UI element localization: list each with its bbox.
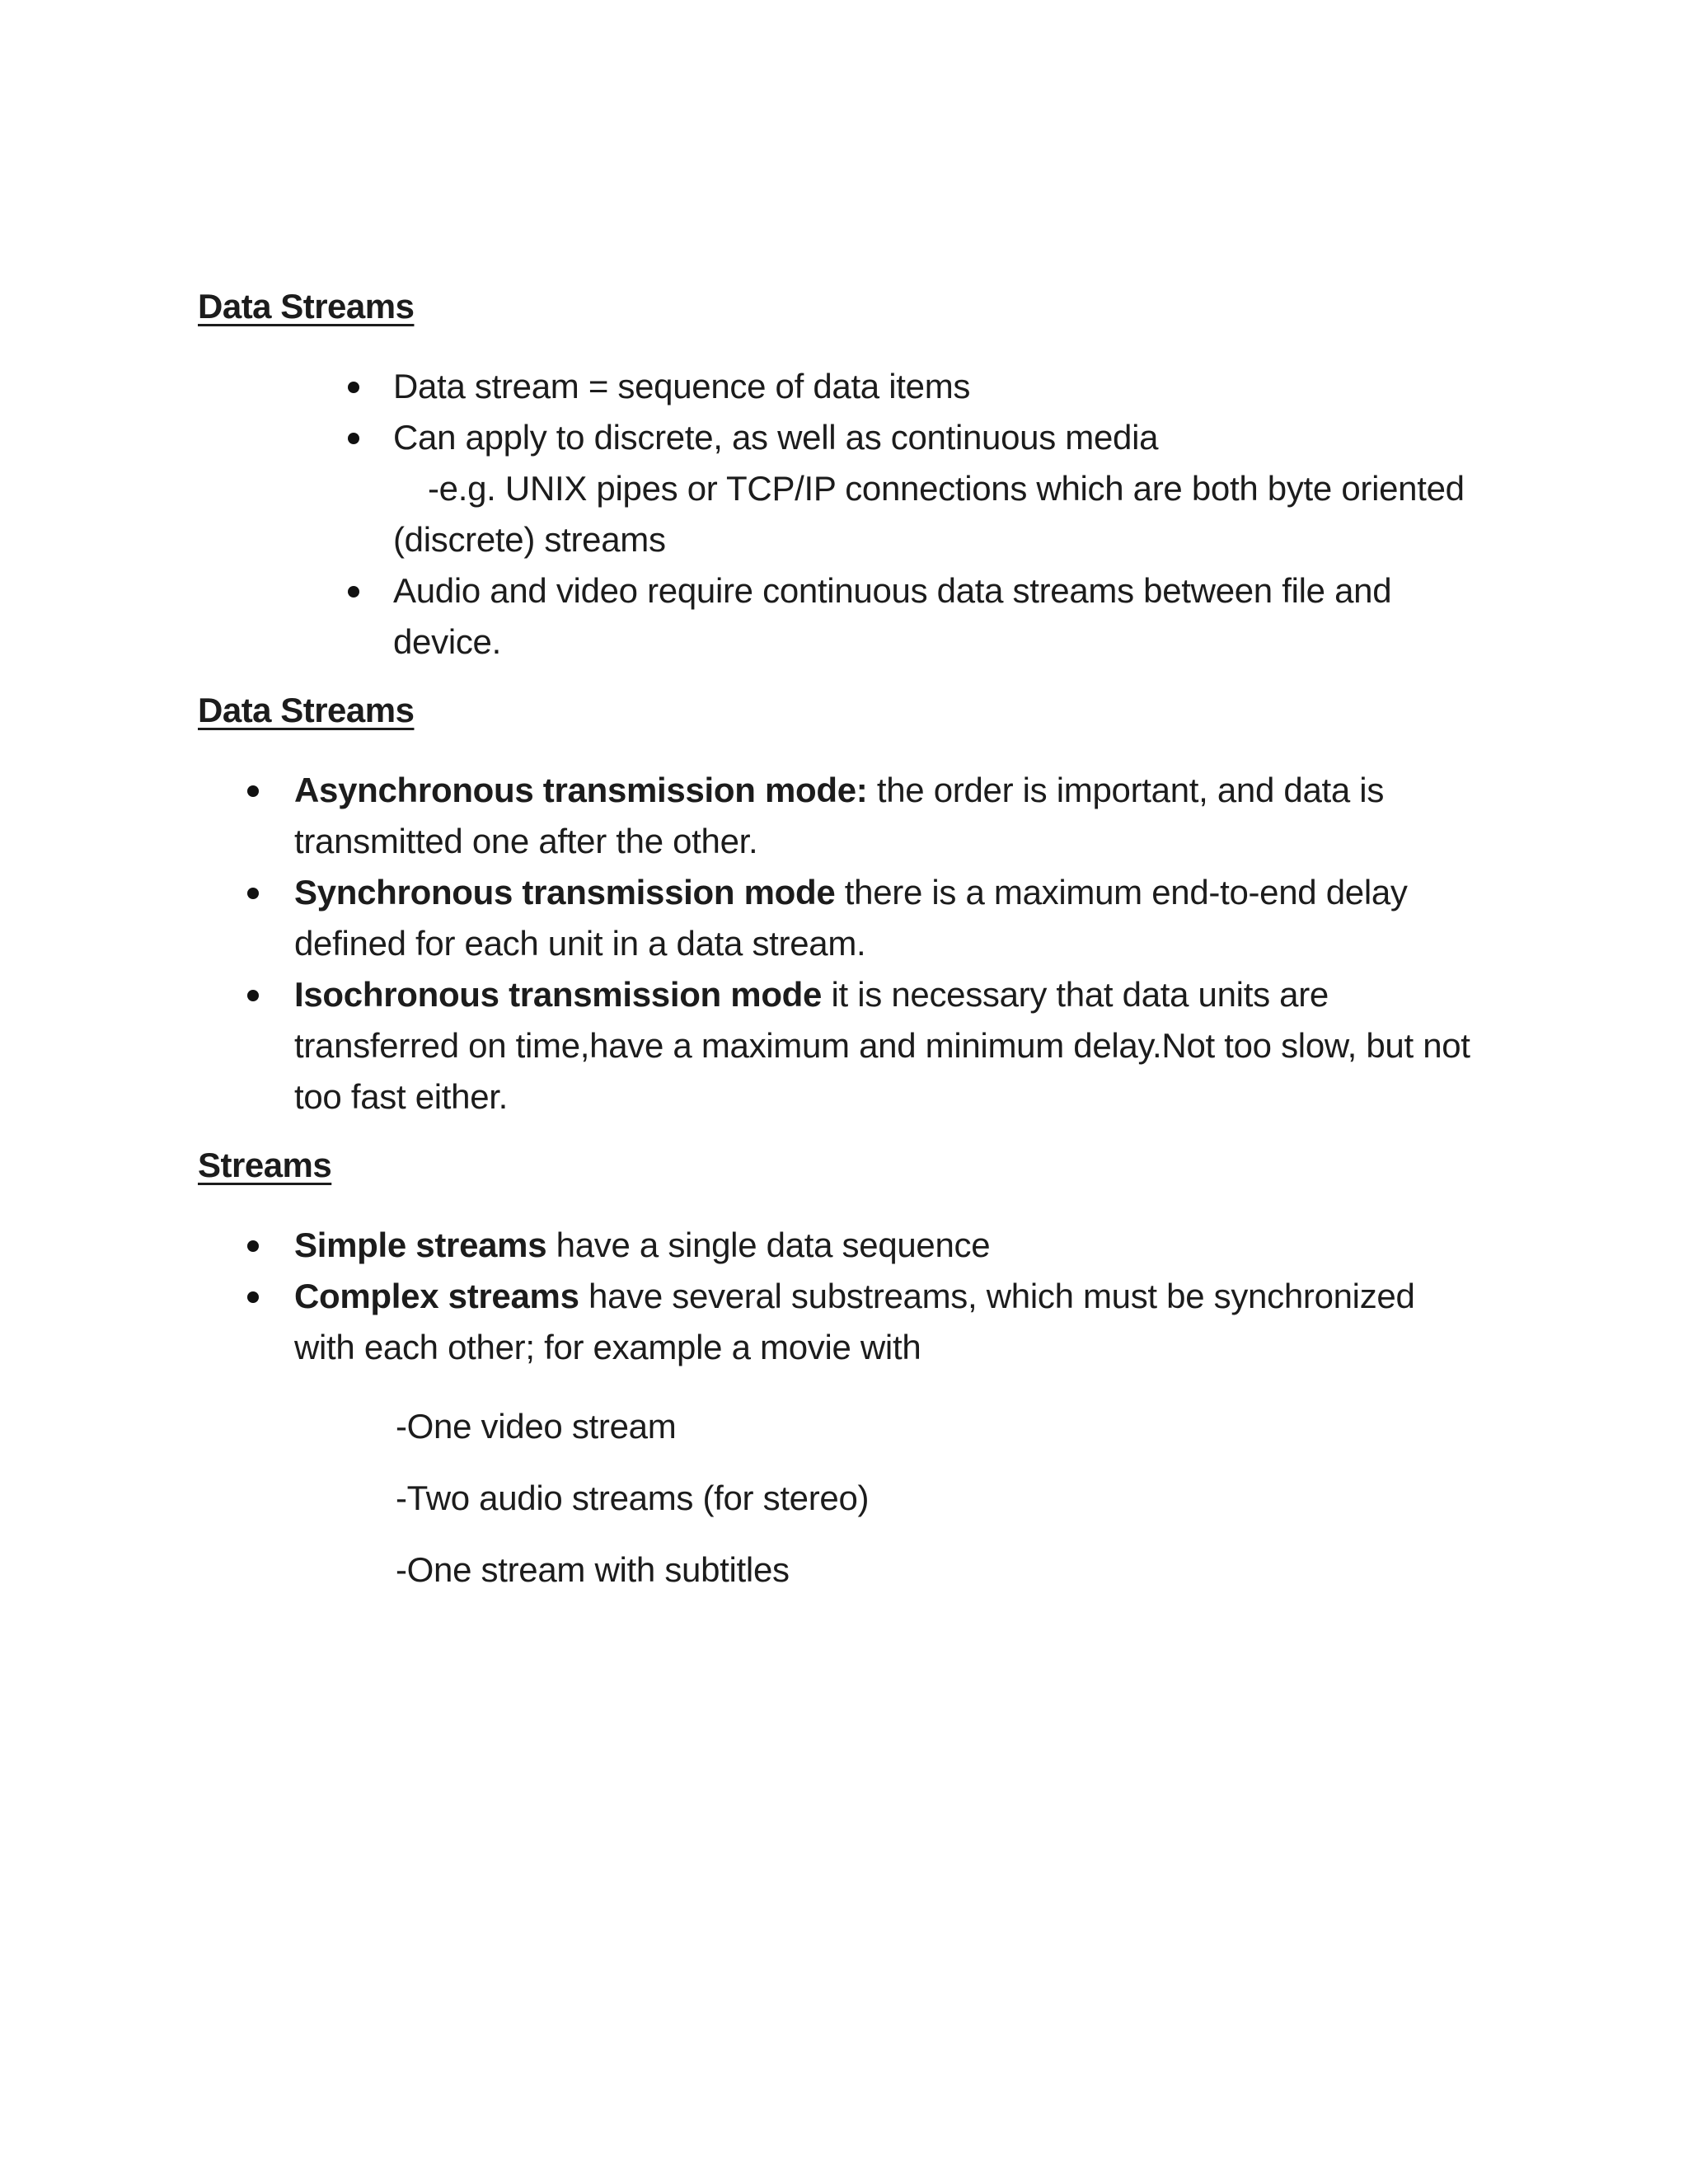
example-audio-streams: -Two audio streams (for stereo) <box>396 1479 870 1517</box>
example-video-stream: -One video stream <box>396 1407 677 1446</box>
list-item <box>294 765 1498 867</box>
list-item-text: Can apply to discrete, as well as continuous media <box>393 418 1159 457</box>
bullet-icon <box>348 586 359 598</box>
bullet-icon <box>247 888 259 899</box>
list-item-note <box>393 463 1481 565</box>
list-item <box>393 361 1481 412</box>
bullet-icon <box>247 785 259 797</box>
bullet-icon <box>348 382 359 393</box>
section-heading-streams: Streams <box>198 1146 332 1184</box>
list-item-term: Simple streams <box>294 1226 547 1264</box>
list-item <box>294 969 1498 1122</box>
list-item-note-text: -e.g. UNIX pipes or TCP/IP connections which are both byte oriented (discrete) streams <box>393 469 1465 559</box>
list-item-term: Isochronous transmission mode <box>294 975 823 1014</box>
section-heading-data-streams-2: Data Streams <box>198 691 415 729</box>
list-item-term: Asynchronous transmission mode: <box>294 771 868 809</box>
list-item-term: Complex streams <box>294 1277 579 1315</box>
bullet-list-data-streams-1 <box>393 361 1481 668</box>
list-item-text: Data stream = sequence of data items <box>393 367 971 405</box>
bullet-icon <box>247 990 259 1001</box>
bullet-icon <box>247 1291 259 1303</box>
bullet-icon <box>348 433 359 444</box>
bullet-icon <box>247 1240 259 1252</box>
list-item <box>393 565 1481 668</box>
list-item-text: there is a maximum end-to-end delay defined for each unit in a data stream. <box>294 873 1408 963</box>
list-item <box>294 1271 1448 1373</box>
list-item-text: it is necessary that data units are transferred on time,have a maximum and minimum delay.Not too slow, but not too fast either. <box>294 975 1470 1116</box>
section-heading-data-streams-1: Data Streams <box>198 287 415 326</box>
list-item-text: have several substreams, which must be synchronized with each other; for example a movie with <box>294 1277 1415 1366</box>
bullet-list-stream-types <box>294 1220 1448 1373</box>
list-item <box>294 867 1498 969</box>
bullet-list-transmission-modes <box>294 765 1498 1122</box>
list-item-text: have a single data sequence <box>546 1226 991 1264</box>
list-item-text: Audio and video require continuous data streams between file and device. <box>393 571 1392 661</box>
list-item <box>393 412 1481 565</box>
list-item <box>294 1220 1448 1271</box>
list-item-text: the order is important, and data is transmitted one after the other. <box>294 771 1385 860</box>
list-item-term: Synchronous transmission mode <box>294 873 836 912</box>
example-subtitle-stream: -One stream with subtitles <box>396 1550 790 1589</box>
